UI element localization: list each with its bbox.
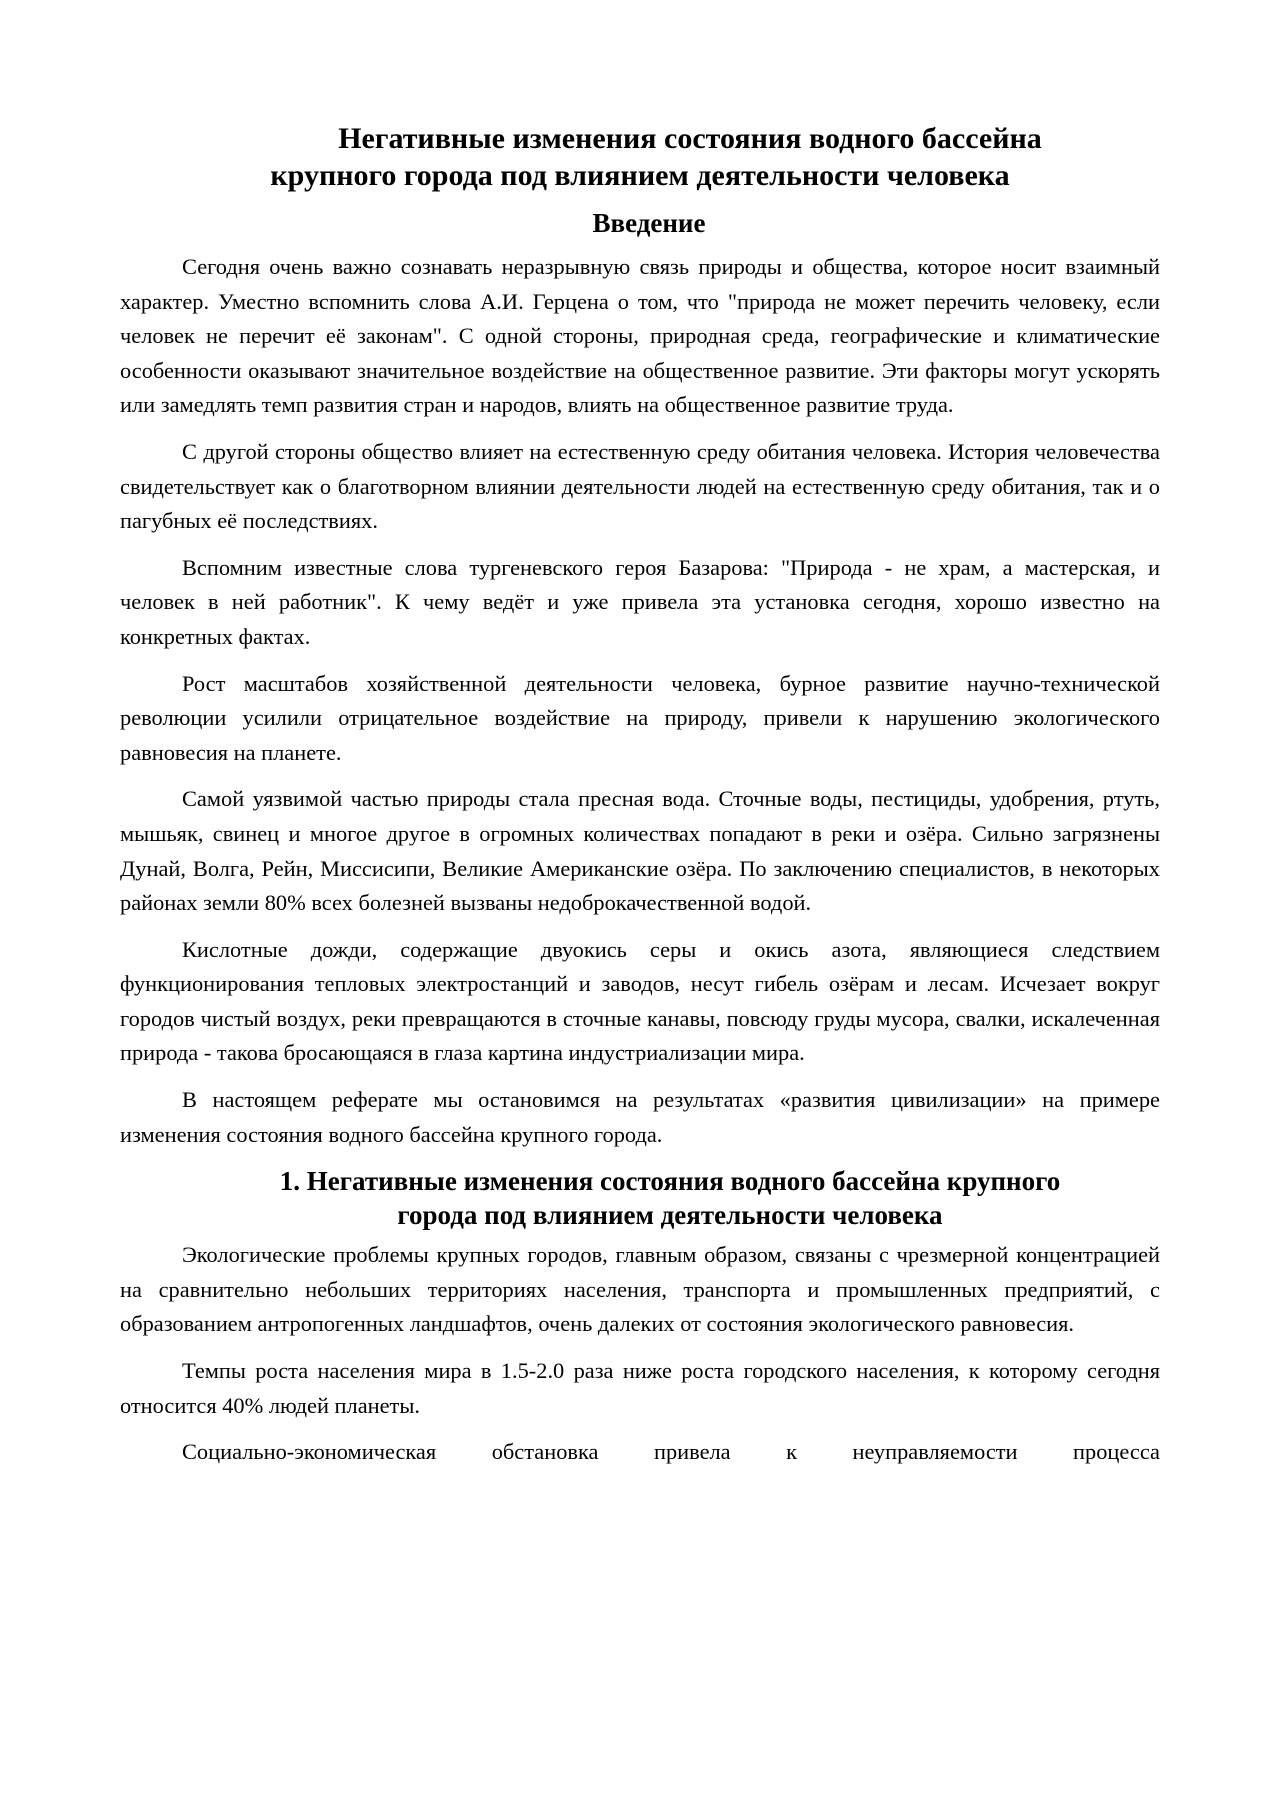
intro-paragraph-4: Рост масштабов хозяйственной деятельности человека, бурное развитие научно-технической революции усилили отрицательное воздействие на природу, привели к нарушению экологического равновесия на планете.: [120, 670, 1160, 765]
intro-paragraph-2: С другой стороны общество влияет на естественную среду обитания человека. История человечества свидетельствует как о благотворном влиянии деятельности людей на естественную среду обитания, так и о пагубных её последствиях.: [120, 438, 1160, 534]
document-title-line-1: Негативные изменения состояния водного бассейна: [338, 122, 1042, 155]
intro-paragraph-1: Сегодня очень важно сознавать неразрывную связь природы и общества, которое носит взаимный характер. Уместно вспомнить слова А.И. Герцена о том, что "природа не может перечить человеку, если человек не перечит её законам". С одной стороны, природная среда, географические и климатические особенности оказывают значительное воздействие на общественное развитие. Эти факторы могут ускорять или замедлять темп развития стран и народов, влиять на общественное развитие труда.: [120, 254, 1160, 418]
intro-paragraph-5: Самой уязвимой частью природы стала пресная вода. Сточные воды, пестициды, удобрения, ртуть, мышьяк, свинец и многое другое в огромных количествах попадают в реки и озёра. Сильно загрязнены Дунай, Волга, Рейн, Миссисипи, Великие Американские озёра. По заключению специалистов, в некоторых районах земли 80% всех болезней вызваны недоброкачественной водой.: [120, 786, 1160, 916]
document-content: [120, 120, 1160, 1470]
document-title-line-2: крупного города под влиянием деятельности человека: [270, 159, 1010, 192]
intro-heading: Введение: [592, 208, 706, 238]
section-1-paragraph-2: Темпы роста населения мира в 1.5-2.0 раза ниже роста городского населения, к которому сегодня относится 40% людей планеты.: [120, 1358, 1160, 1418]
intro-paragraph-3: Вспомним известные слова тургеневского героя Базарова: "Природа - не храм, а мастерская, и человек в ней работник". К чему ведёт и уже привела эта установка сегодня, хорошо известно на конкретных фактах.: [120, 554, 1160, 649]
intro-paragraph-7: В настоящем реферате мы остановимся на результатах «развития цивилизации» на примере изменения состояния водного бассейна крупного города.: [120, 1087, 1160, 1147]
section-1-paragraph-1: Экологические проблемы крупных городов, главным образом, связаны с чрезмерной концентрацией на сравнительно небольших территориях населения, транспорта и промышленных предприятий, с образованием антропогенных ландшафтов, очень далеких от состояния экологического равновесия.: [120, 1242, 1160, 1337]
document-title: [120, 120, 1160, 194]
intro-paragraph-6: Кислотные дожди, содержащие двуокись серы и окись азота, являющиеся следствием функционирования тепловых электростанций и заводов, несут гибель озёрам и лесам. Исчезает вокруг городов чистый воздух, реки превращаются в сточные канавы, повсюду груды мусора, свалки, искалеченная природа - такова бросающаяся в глаза картина индустриализации мира.: [120, 936, 1160, 1066]
section-1-heading: [120, 1164, 1160, 1232]
section-1-heading-line-1: 1. Негативные изменения состояния водного бассейна крупного: [279, 1166, 1061, 1197]
section-1-heading-line-2: города под влиянием деятельности человека: [397, 1200, 943, 1231]
section-1-paragraph-3: Социально-экономическая обстановка привела к неуправляемости процесса: [182, 1439, 1160, 1465]
